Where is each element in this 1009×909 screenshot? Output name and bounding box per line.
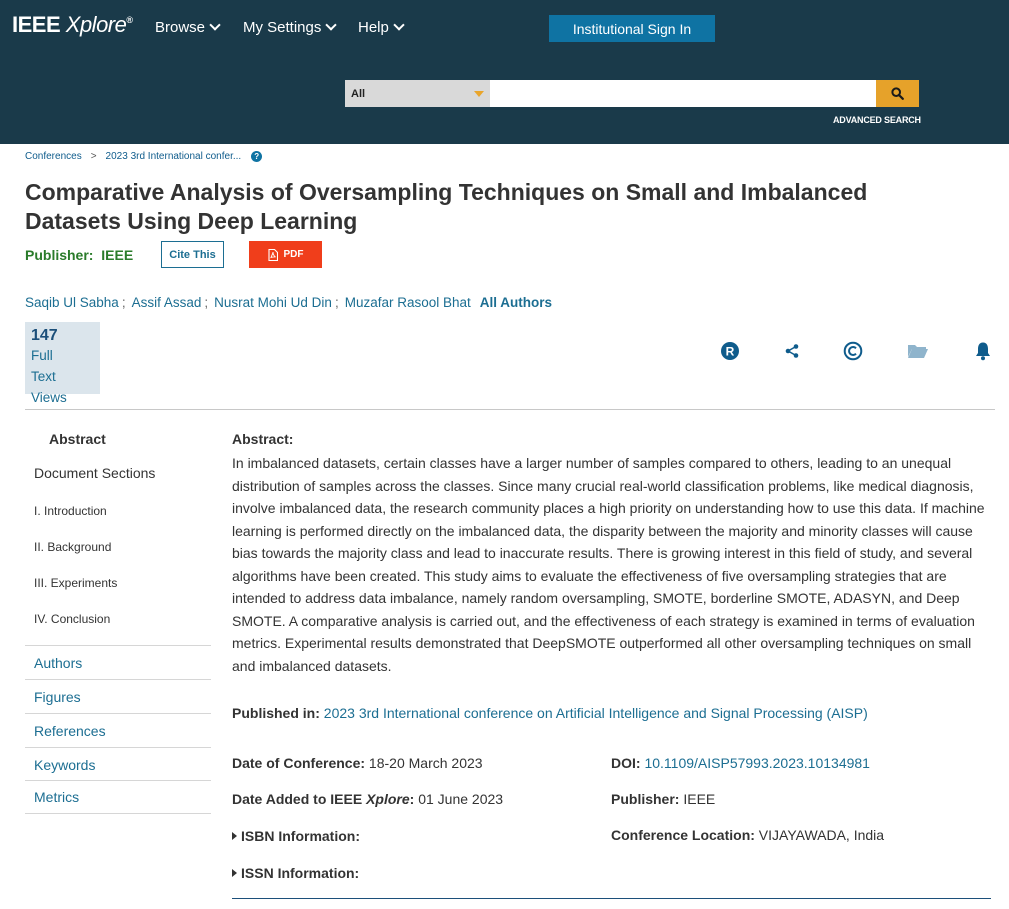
breadcrumb-separator: > <box>90 151 97 162</box>
nav-my-settings[interactable]: My Settings <box>243 19 335 36</box>
breadcrumb-conferences[interactable]: Conferences <box>25 151 82 162</box>
sidebar-item-references[interactable]: References <box>25 713 211 747</box>
doi-link[interactable]: 10.1109/AISP57993.2023.10134981 <box>644 755 870 771</box>
author-list: Saqib Ul Sabha ; Assif Assad ; Nusrat Mohi Ud Din ; Muzafar Rasool Bhat All Authors <box>25 295 553 310</box>
institutional-sign-in-button[interactable]: Institutional Sign In <box>549 15 715 42</box>
issn-information-toggle[interactable]: ISSN Information: <box>232 865 359 881</box>
isbn-information-toggle[interactable]: ISBN Information: <box>232 828 360 844</box>
caret-right-icon <box>232 832 237 840</box>
sidebar-item-figures[interactable]: Figures <box>25 679 211 713</box>
help-icon[interactable]: ? <box>251 151 262 162</box>
section-divider <box>25 409 995 410</box>
conference-location: Conference Location: VIJAYAWADA, India <box>611 827 885 843</box>
chevron-down-icon <box>393 19 404 30</box>
section-experiments[interactable]: III. Experiments <box>34 576 118 590</box>
abstract-text: In imbalanced datasets, certain classes have a larger number of samples compared to others, leading to an unequal distribution of samples across the classes. Since many crucial real-world classification problems, like medical diagnosis, involve imbalanced data, the research community places a high priority on understanding how to use this data. If machine learning is performed directly on the imbalanced data, the disparity between the majority and minority classes will cause bias towards the majority class and lead to inaccurate results. There is growing interest in this field of study, and several algorithms have been created. This study aims to evaluate the effectiveness of five oversampling strategies that are intended to address data imbalance, namely random oversampling, SMOTE, borderline SMOTE, ADASYN, and Deep SMOTE. A comparative analysis is carried out, and the effectiveness of each strategy is examined in terms of evaluation metrics. Experimental results demonstrated that DeepSMOTE outperformed all other oversampling techniques on small and imbalanced datasets. <box>232 455 985 674</box>
author-link[interactable]: Saqib Ul Sabha <box>25 295 119 310</box>
page-title: Comparative Analysis of Oversampling Techniques on Small and Imbalanced Datasets Using Deep Learning <box>25 179 868 234</box>
sidebar-item-authors[interactable]: Authors <box>25 645 211 679</box>
section-background[interactable]: II. Background <box>34 540 112 554</box>
published-in: Published in: 2023 3rd International conference on Artificial Intelligence and Signal Processing (AISP) <box>232 705 868 721</box>
abstract-heading: Abstract: <box>232 431 294 447</box>
section-conclusion[interactable]: IV. Conclusion <box>34 612 111 626</box>
document-sidebar <box>25 425 211 805</box>
pdf-button[interactable]: PDF <box>249 241 322 268</box>
author-link[interactable]: Muzafar Rasool Bhat <box>344 295 471 310</box>
details-divider <box>232 898 991 899</box>
nav-browse[interactable]: Browse <box>155 19 219 36</box>
full-text-views-metric[interactable] <box>25 322 100 405</box>
publisher-detail: Publisher: IEEE <box>611 791 716 807</box>
author-link[interactable]: Assif Assad <box>131 295 202 310</box>
dropdown-caret-icon <box>474 91 484 97</box>
sidebar-abstract-tab[interactable]: Abstract <box>49 431 106 447</box>
site-header <box>0 0 1009 144</box>
alert-bell-icon[interactable] <box>972 340 994 362</box>
cite-this-button[interactable]: Cite This <box>161 241 224 268</box>
caret-right-icon <box>232 869 237 877</box>
section-introduction[interactable]: I. Introduction <box>34 504 107 518</box>
rights-icon[interactable] <box>719 340 741 362</box>
folder-icon[interactable] <box>907 340 929 362</box>
author-link[interactable]: Nusrat Mohi Ud Din <box>214 295 332 310</box>
publisher-line: Publisher: IEEE <box>25 247 134 263</box>
sidebar-item-keywords[interactable]: Keywords <box>25 747 211 781</box>
search-scope-select[interactable]: All <box>345 80 490 107</box>
chevron-down-icon <box>209 19 220 30</box>
sidebar-item-metrics[interactable]: Metrics <box>25 780 211 814</box>
all-authors-link[interactable]: All Authors <box>479 295 553 310</box>
search-input[interactable] <box>490 80 876 107</box>
pdf-icon <box>268 249 278 261</box>
document-sections-heading: Document Sections <box>34 465 156 481</box>
breadcrumb <box>25 151 262 162</box>
search-icon <box>891 87 904 100</box>
copyright-icon[interactable] <box>842 340 864 362</box>
breadcrumb-conference[interactable]: 2023 3rd International confer... <box>105 151 242 162</box>
chevron-down-icon <box>326 19 337 30</box>
date-added: Date Added to IEEE Xplore: 01 June 2023 <box>232 791 504 807</box>
share-icon[interactable] <box>781 340 803 362</box>
svg-text:R: R <box>725 344 735 359</box>
published-in-link[interactable]: 2023 3rd International conference on Artificial Intelligence and Signal Processing (AISP) <box>323 705 868 721</box>
ieee-xplore-logo[interactable]: IEEE Xplore® <box>12 12 133 37</box>
date-of-conference: Date of Conference: 18-20 March 2023 <box>232 755 483 771</box>
advanced-search-link[interactable]: ADVANCED SEARCH <box>833 115 921 125</box>
nav-help[interactable]: Help <box>358 19 403 36</box>
metric-label-line1: Full <box>31 348 53 363</box>
doi: DOI: 10.1109/AISP57993.2023.10134981 <box>611 755 870 771</box>
search-button[interactable] <box>876 80 919 107</box>
metric-label-line2: Text Views <box>31 369 67 405</box>
metric-count: 147 <box>31 327 58 344</box>
